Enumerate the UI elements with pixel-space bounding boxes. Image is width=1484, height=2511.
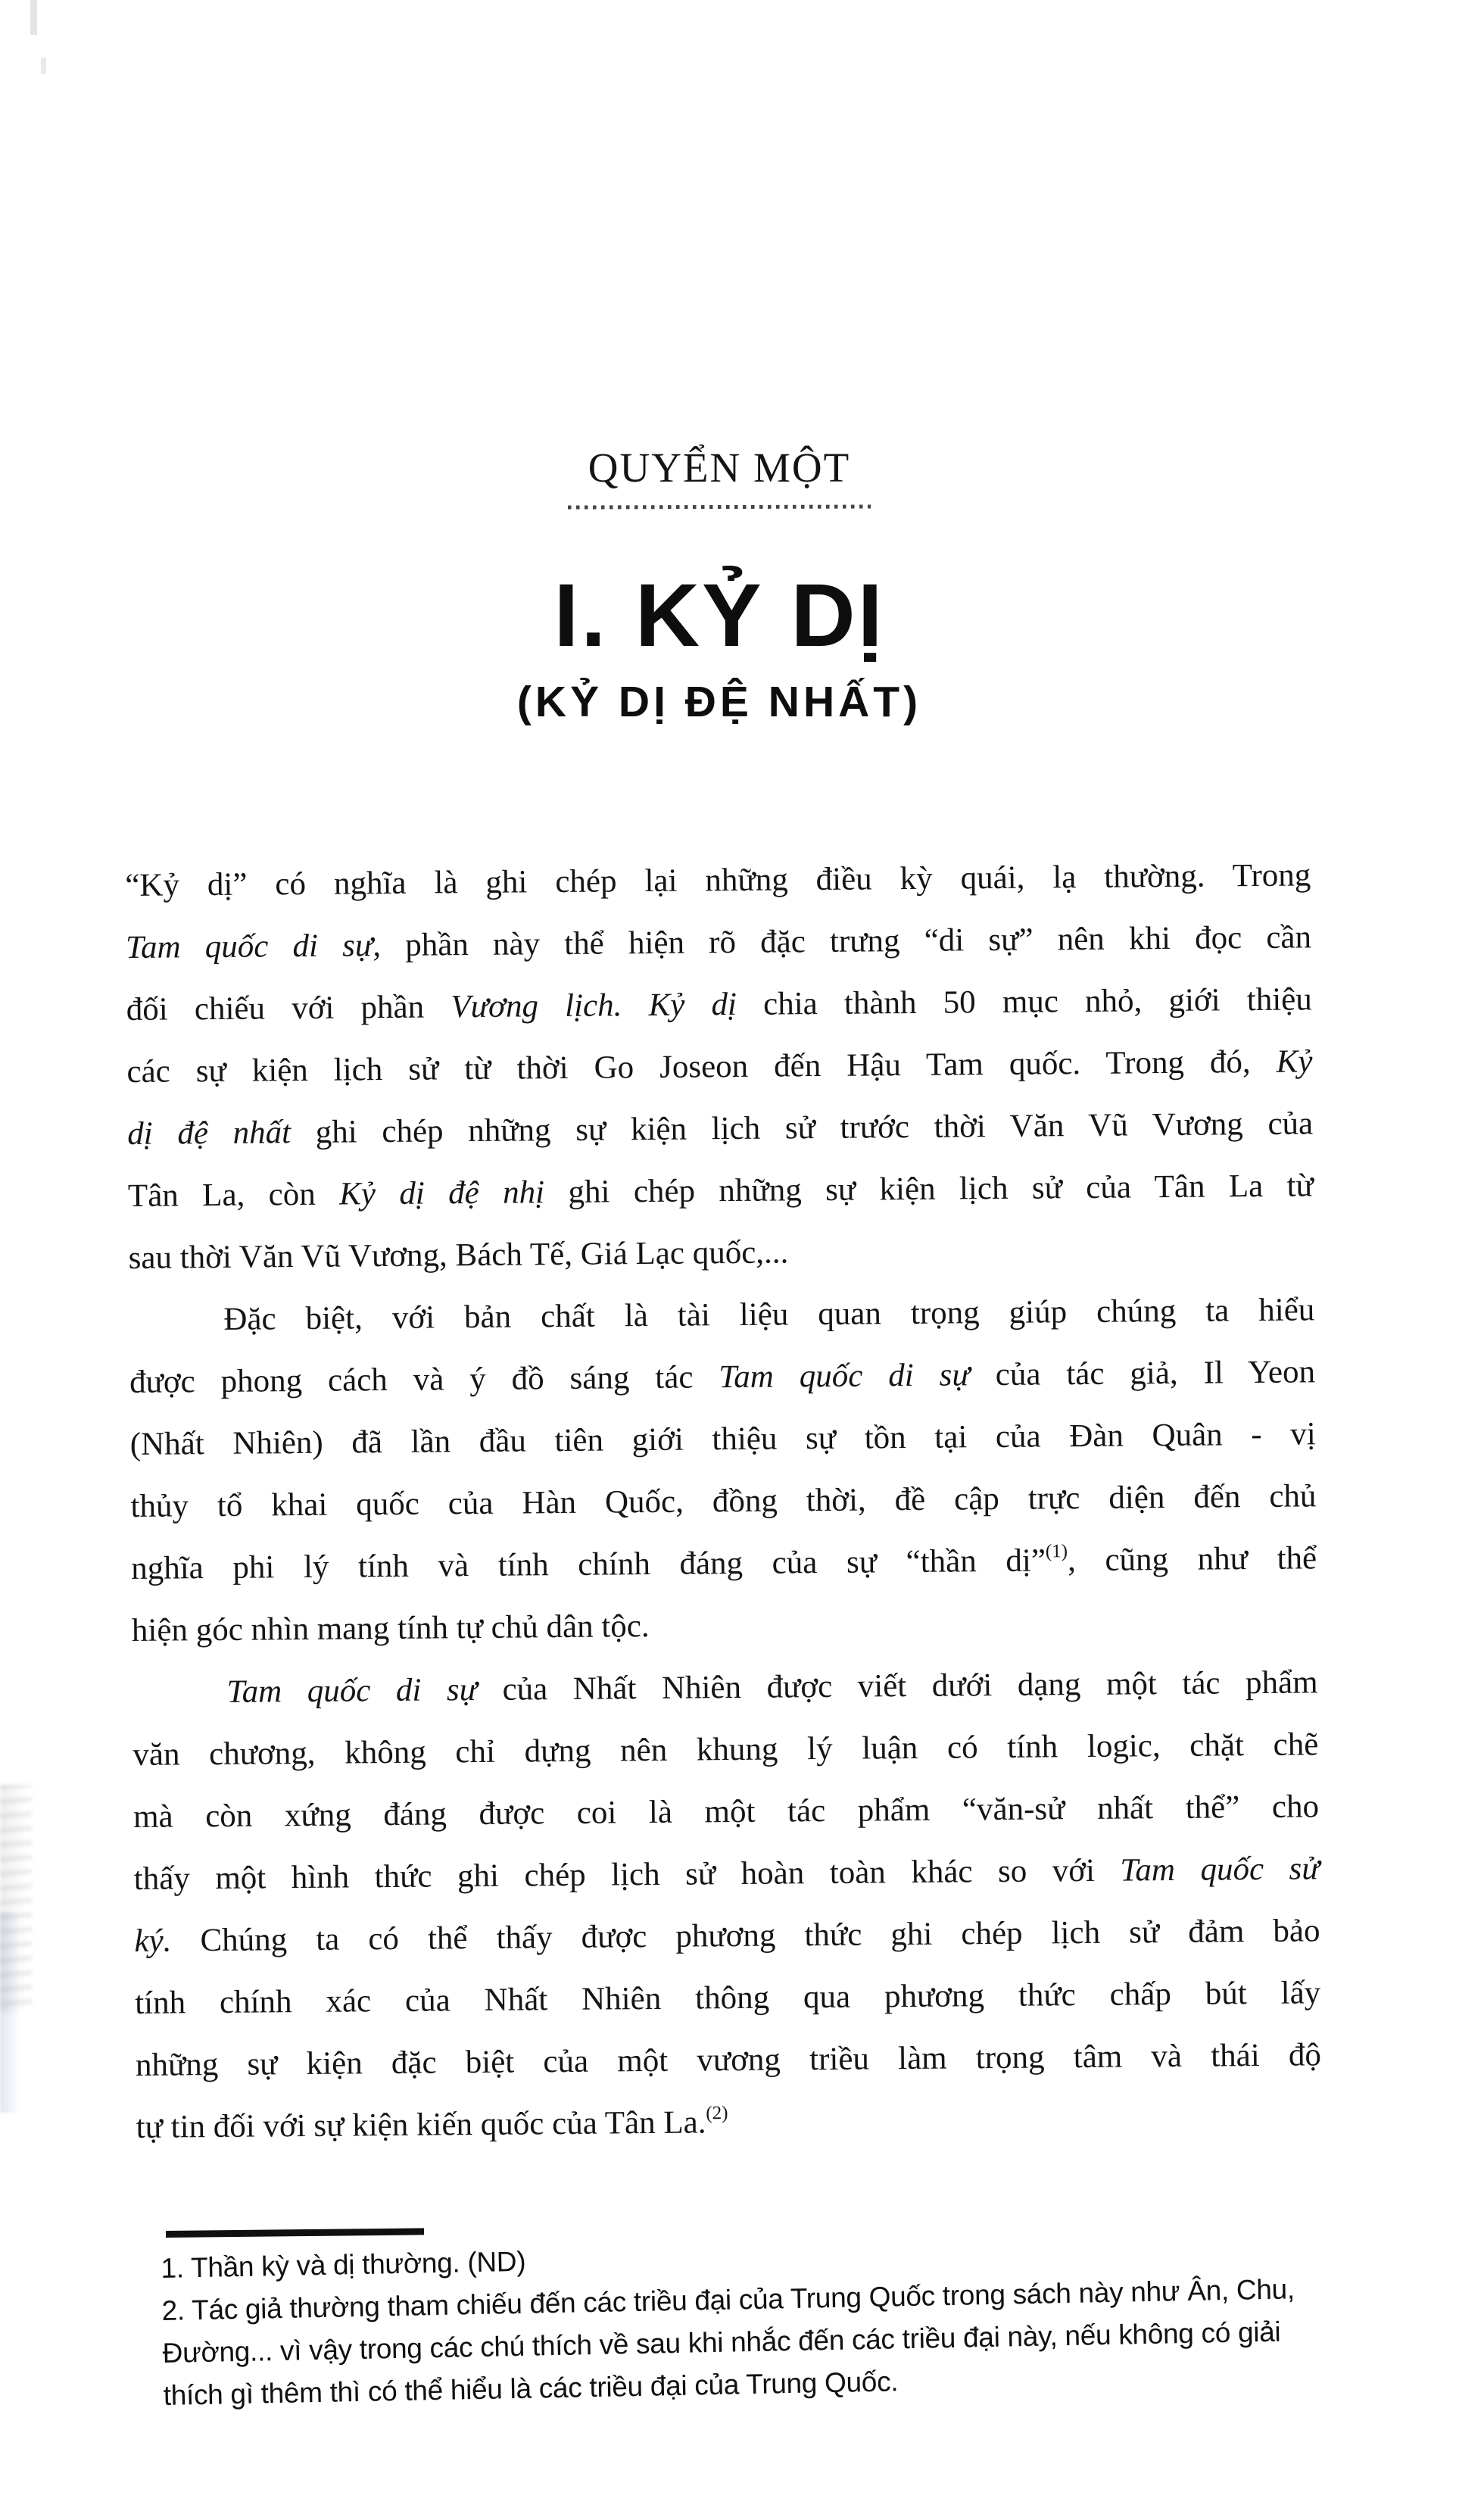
body-line: sau thời Văn Vũ Vương, Bách Tế, Giá Lạc quốc,... (128, 1234, 789, 1276)
body-line: Đặc biệt, với bản chất là tài liệu quan trọng giúp chúng ta hiểu (223, 1292, 1315, 1337)
body-line: ký. Chúng ta có thể thấy được phương thức ghi chép lịch sử đảm bảo (134, 1913, 1320, 1959)
body-line: những sự kiện đặc biệt của một vương triều làm trọng tâm và thái độ (135, 2037, 1322, 2083)
body-line: văn chương, không chỉ dựng nên khung lý luận có tính logic, chặt chẽ (132, 1727, 1319, 1773)
footnote-line: 2. Tác giả thường tham chiếu đến các triều đại của Trung Quốc trong sách này như Ân, Chu, (161, 2273, 1295, 2326)
body-line: “Kỷ dị” có nghĩa là ghi chép lại những điều kỳ quái, lạ thường. Trong (125, 857, 1311, 903)
scan-mark-top-left (30, 0, 37, 35)
body-text (125, 844, 1322, 2159)
footnotes (161, 2226, 1296, 2417)
body-line: tính chính xác của Nhất Nhiên thông qua phương thức chấp bút lấy (135, 1975, 1321, 2021)
body-line: Tân La, còn Kỷ dị đệ nhị ghi chép những sự kiện lịch sử của Tân La từ (127, 1168, 1314, 1214)
scan-mark-top-left-2 (41, 58, 46, 74)
body-line: (Nhất Nhiên) đã lần đầu tiên giới thiệu sự tồn tại của Đàn Quân - vị (129, 1416, 1316, 1462)
footnote-marker: (1) (1045, 1541, 1068, 1562)
body-line: tự tin đối với sự kiện kiến quốc của Tân La.$^{(2)}$ (136, 2103, 728, 2145)
body-line: mà còn xứng đáng được coi là một tác phẩm “văn-sử nhất thể” cho (132, 1789, 1320, 1835)
body-line: dị đệ nhất ghi chép những sự kiện lịch sử trước thời Văn Vũ Vương của (127, 1106, 1314, 1152)
body-line: Tam quốc di sự, phần này thể hiện rõ đặc trưng “di sự” nên khi đọc cần (125, 919, 1312, 965)
footnote-line: thích gì thêm thì có thể hiểu là các triều đại của Trung Quốc. (163, 2366, 899, 2411)
body-line: được phong cách và ý đồ sáng tác Tam quốc di sự của tác giả, Il Yeon (129, 1354, 1316, 1400)
body-line: thấy một hình thức ghi chép lịch sử hoàn toàn khác so với Tam quốc sử (133, 1851, 1320, 1897)
body-line: đối chiếu với phần Vương lịch. Kỷ dị chia thành 50 mục nhỏ, giới thiệu (126, 981, 1312, 1028)
footnote-line: Đường... vì vậy trong các chú thích về sau khi nhắc đến các triều đại này, nếu không có giải (162, 2316, 1281, 2369)
body-line: hiện góc nhìn mang tính tự chủ dân tộc. (131, 1608, 650, 1649)
body-line: thủy tổ khai quốc của Hàn Quốc, đồng thời, đề cập trực diện đến chủ (130, 1478, 1317, 1524)
body-line: các sự kiện lịch sử từ thời Go Joseon đến Hậu Tam quốc. Trong đó, Kỷ (126, 1043, 1313, 1090)
footnote-line: 1. Thần kỳ và dị thường. (ND) (161, 2245, 526, 2284)
scan-blue-streak-left-edge (0, 1912, 20, 2113)
dotted-divider (568, 504, 871, 509)
page-title: I. KỶ DỊ (553, 566, 885, 666)
page-subtitle: (KỶ DỊ ĐỆ NHẤT) (516, 678, 922, 726)
body-line: nghĩa phi lý tính và tính chính đáng của sự “thần dị”$^{(1)}$, cũng như thể (131, 1540, 1317, 1586)
footnote-separator (166, 2228, 424, 2238)
body-line: Tam quốc di sự của Nhất Nhiên được viết dưới dạng một tác phẩm (226, 1664, 1318, 1710)
chapter-kicker: QUYỂN MỘT (588, 444, 851, 491)
footnote-marker: (2) (706, 2103, 728, 2124)
scan-noise-left-edge (0, 1785, 32, 2012)
